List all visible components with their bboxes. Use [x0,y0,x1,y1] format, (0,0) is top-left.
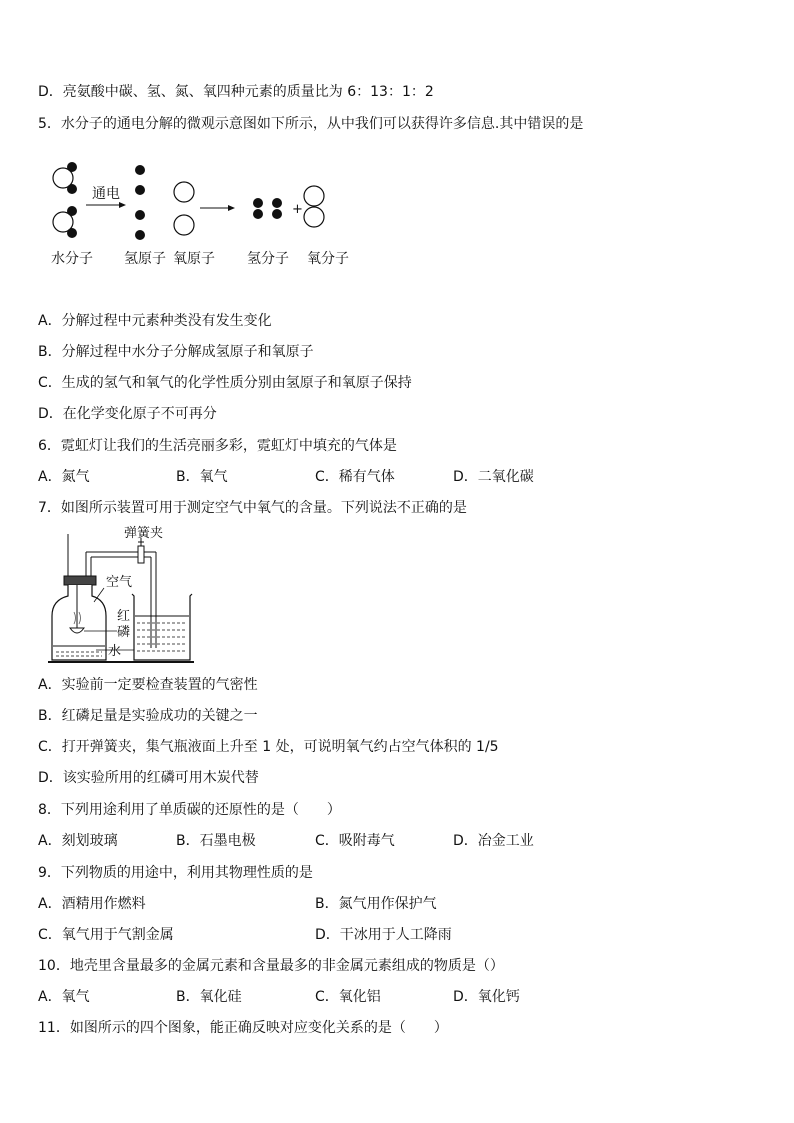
q9-option-a: A．酒精用作燃料 [38,896,146,912]
q5-option-a: A．分解过程中元素种类没有发生变化 [38,313,272,329]
label-hydrogen-molecule: 氢分子 [247,251,289,267]
q10-option-b: B．氧化硅 [176,989,242,1005]
q9-option-c: C．氧气用于气割金属 [38,927,174,943]
q6-stem: 6．霓虹灯让我们的生活亮丽多彩，霓虹灯中填充的气体是 [38,438,397,454]
label-water-molecule: 水分子 [51,251,93,267]
q5-option-b: B．分解过程中水分子分解成氢原子和氧原子 [38,344,314,360]
q8-option-b: B．石墨电极 [176,833,256,849]
hydrogen-molecules [253,198,282,219]
arrow-label: 通电 [92,186,120,202]
spring-clamp [138,538,144,563]
q7-option-a: A．实验前一定要检查装置的气密性 [38,677,258,693]
q7-apparatus-figure [44,524,204,666]
q8-option-d: D．冶金工业 [453,833,534,849]
oxygen-atoms [174,182,194,235]
label-clamp: 弹簧夹 [124,526,164,541]
label-red: 红 [117,609,131,624]
label-oxygen-molecule: 氧分子 [307,251,349,267]
q10-option-d: D．氧化钙 [453,989,520,1005]
label-phosphorus: 磷 [117,625,131,640]
prev-option-d: D．亮氨酸中碳、氢、氮、氧四种元素的质量比为 6：13：1：2 [38,84,434,100]
q7-option-c: C．打开弹簧夹，集气瓶液面上升至 1 处，可说明氧气约占空气体积的 1/5 [38,739,499,755]
q7-stem: 7．如图所示装置可用于测定空气中氧气的含量。下列说法不正确的是 [38,500,467,516]
q6-option-d: D．二氧化碳 [453,469,534,485]
q9-option-d: D．干冰用于人工降雨 [315,927,452,943]
label-hydrogen-atom: 氢原子 [124,251,166,267]
water-molecule-1 [53,162,77,194]
q5-option-c: C．生成的氢气和氧气的化学性质分别由氢原子和氧原子保持 [38,375,412,391]
q8-stem: 8．下列用途利用了单质碳的还原性的是（ ） [38,802,341,818]
hydrogen-atoms [135,165,145,240]
q10-stem: 10．地壳里含量最多的金属元素和含量最多的非金属元素组成的物质是（） [38,958,504,974]
q11-stem: 11．如图所示的四个图象，能正确反映对应变化关系的是（ ） [38,1020,448,1036]
q5-stem: 5．水分子的通电分解的微观示意图如下所示，从中我们可以获得许多信息.其中错误的是 [38,116,584,132]
q8-option-a: A．刻划玻璃 [38,833,118,849]
q7-option-b: B．红磷足量是实验成功的关键之一 [38,708,258,724]
water-molecule-2 [53,206,77,238]
q6-option-b: B．氧气 [176,469,228,485]
q6-option-a: A．氮气 [38,469,90,485]
q6-option-c: C．稀有气体 [315,469,395,485]
q10-option-a: A．氧气 [38,989,90,1005]
q9-option-b: B．氮气用作保护气 [315,896,437,912]
q5-electrolysis-figure [40,155,370,275]
q5-option-d: D．在化学变化原子不可再分 [38,406,217,422]
label-air: 空气 [106,575,133,590]
q8-option-c: C．吸附毒气 [315,833,395,849]
label-oxygen-atom: 氧原子 [173,251,215,267]
q9-stem: 9．下列物质的用途中，利用其物理性质的是 [38,865,313,881]
q7-option-d: D．该实验所用的红磷可用木炭代替 [38,770,259,786]
oxygen-molecule [304,186,324,227]
plus-sign: + [292,202,303,217]
q10-option-c: C．氧化铝 [315,989,381,1005]
label-water: 水 [108,644,122,659]
